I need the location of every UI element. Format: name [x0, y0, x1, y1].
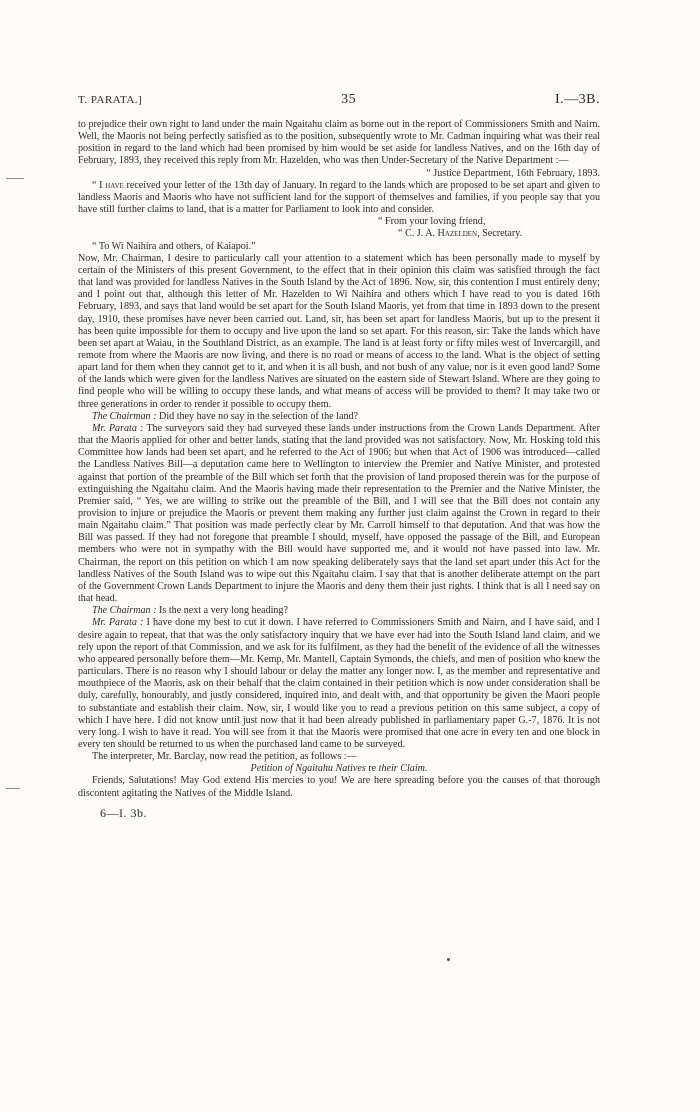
exchange-parata-2 [78, 617, 600, 751]
paragraph-chairman-address: Now, Mr. Chairman, I desire to particularly call your attention to a statement which has been personally made to myself by certain of the Ministers of this present Government, to the effect that in their opinion this claim was satisfied through the fact that land was provided for landless Natives in the South Island by the Act of 1896. Now, sir, this contention I must entirely deny; and I point out that, although this letter of Mr. Hazelden to Wi Naihira and others which I have read to you is dated 16th February, 1893, and says that land would be set apart for the South Island Maoris, yet from that time in 1893 down to the present day, 1910, these promises have never been carried out. Land, sir, has been set apart for landless Maoris, but up to the present it has been quite impossible for them to occupy and live upon the land so set apart. For this reason, sir: Take the lands which have been set apart at Waiau, in the Southland District, as an example. The land is at least forty or fifty miles west of Invercargill, and remote from where the Maoris are now living, and there is no road or means of access to the land. What is the object of setting apart land for them when they cannot get to it, and when it is all bush, and not bush of any value, nor is it even good land? Some of the lands which were given for the landless Natives are situated on the eastern side of Stewart Island. Where are they going to find people who will be willing to occupy these lands, and what means of access will be provided to them? It may take two or three generations in order to render it possible to occupy them. [78, 252, 600, 410]
exchange-chairman-1 [78, 411, 600, 423]
letter-open-smallcaps: have [105, 179, 124, 191]
petition-title [78, 763, 600, 775]
page-number: 35 [341, 92, 357, 107]
sig-prefix: “ C. J. A. [398, 228, 436, 240]
speaker-parata: Mr. Parata : [92, 422, 144, 434]
document-page [78, 92, 600, 821]
header-left: T. PARATA.] [78, 94, 143, 106]
sig-name: Hazelden [437, 228, 478, 240]
page-dot [447, 958, 450, 961]
petition-title-a: Petition of Ngaitahu Natives [250, 763, 366, 775]
running-header [78, 92, 600, 108]
letter-body [78, 180, 600, 216]
speech-text: Is the next a very long heading? [156, 605, 288, 617]
speaker-chairman: The Chairman : [92, 410, 157, 422]
speech-text: Did they have no say in the selection of the land? [156, 410, 359, 422]
speaker-parata: Mr. Parata : [92, 617, 144, 629]
exchange-chairman-2 [78, 605, 600, 617]
margin-mark-top [6, 178, 24, 179]
sig-suffix: , Secretary. [477, 228, 523, 240]
letter-addressee: “ To Wi Naihira and others, of Kaiapoi.” [92, 240, 256, 252]
letter-open: “ I [92, 179, 103, 191]
petition-text: Friends, Salutations! May God extend His mercies to you! We are here spreading before you the causes of that thorough discontent agitating the Natives of the Middle Island. [78, 775, 600, 799]
letter-signoff: “ From your loving friend, [378, 216, 486, 228]
speaker-chairman: The Chairman : [92, 605, 157, 617]
letter-date: “ Justice Department, 16th February, 1893. [426, 167, 600, 179]
letter-signature [78, 228, 600, 240]
petition-title-b: re [365, 763, 379, 775]
interpreter-note: The interpreter, Mr. Barclay, now read the petition, as follows :— [92, 751, 357, 763]
header-reference: I.—3B. [555, 92, 600, 107]
letter-text: received your letter of the 13th day of January. In regard to the lands which are proposed to be set apart and given to landless Maoris and Maoris who have not sufficient land for the support of themselves and families, if you people say that you have still further claims to land, that is a matter for Parliament to look into and consider. [78, 179, 601, 216]
document-body [78, 119, 600, 800]
paragraph-continuation: to prejudice their own right to land under the main Ngaitahu claim as borne out in the report of Commissioners Smith and Nairn. Well, the Maoris not being perfectly satisfied as to the position, subsequently wrote to Mr. Cadman inquiring what was their real position in regard to the land which had been promised by him would be set aside for landless Natives, and on the 16th day of February, 1893, they received this reply from Mr. Hazelden, who was then Under-Secretary of the Native Department :— [78, 119, 600, 167]
exchange-parata-1 [78, 423, 600, 605]
margin-mark-bottom [6, 788, 20, 789]
speech-text: I have done my best to cut it down. I have referred to Commissioners Smith and Nairn, and I have said, and I desire again to repeat, that that was the only satisfactory inquiry that we have ever had into the South Island land claim, and we rely upon the report of that Commission, and we ask for its fulfilment, as they had the benefit of the evidence of all the witnesses who appeared personally before them—Mr. Kemp, Mr. Mantell, Captain Symonds, the chiefs, and men of position who knew the particulars. There is no reason why I should labour or delay the matter any longer now. I, as the member and representative and mouthpiece of the Maoris, ask on their behalf that the claim contained in their petition which is now under consideration shall be duly, carefully, honourably, and justly considered, inquired into, and dealt with, and that opportunity be given the Maori people to substantiate and establish their claim. Now, sir, I would like you to read a previous petition on this same subject, a copy of which I have here. I did not know until just now that it had been already published in parliamentary paper G.-7, 1876. It is not very long. I wish to have it read. You will see from it that the Maoris were promised that one acre in every ten and one block in every ten should be returned to us when the purchased land came to be surveyed. [78, 617, 600, 750]
petition-title-c: their Claim. [378, 763, 428, 775]
signature-mark: 6—I. 3b. [100, 805, 147, 820]
speech-text: The surveyors said they had surveyed these lands under instructions from the Crown Lands Department. After that the Maoris applied for other and better lands, stating that the land provided was not satisfactory. Now, Mr. Hosking told this Committee how lands had been set apart, and he referred to the Act of 1906; but when that Act of 1906 was introduced—called the Landless Natives Bill—a deputation came here to Wellington to interview the Premier and Native Minister, and protested against that portion of the preamble of the Bill which set forth that the provision of land proposed therein was for the purpose of extinguishing the Ngaitahu claim. And the Maoris having made their representation to the Premier and the Native Minister, the Premier said, “ Yes, we are willing to strike out the preamble of the Bill, and I will see that the Bill does not contain any provision to injure or prejudice the Maoris or prevent them making any further just claim against the Crown in regard to their main Ngaitahu claim.” That position was made perfectly clear by Mr. Carroll himself to that deputation. And that was how the Bill was passed. If they had not foregone that preamble I should, myself, have opposed the passage of the Bill, and European members who were not in sympathy with the Bill would have supported me, and it would not have passed into law. Mr. Chairman, the report on this petition on which I am now speaking deliberately says that the land set apart under this Act for the landless Natives of the South Island was to wipe out this Ngaitahu claim. I say that that is another deliberate attempt on the part of the Government Crown Lands Department to injure the Maoris and deny them their just rights. I think that is all I need say on that head. [78, 422, 601, 605]
